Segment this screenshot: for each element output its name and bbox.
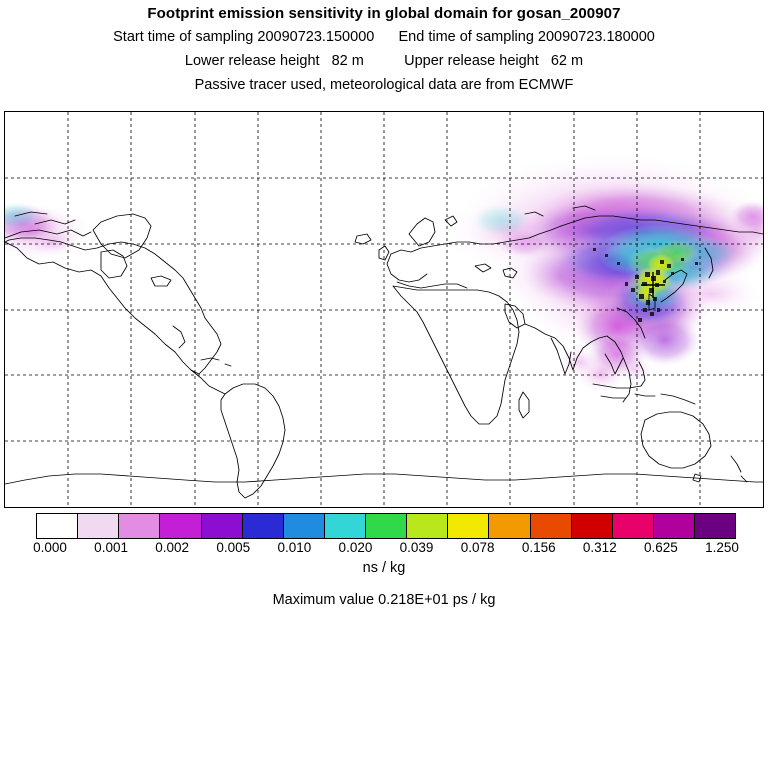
colorbar-tick-labels [4, 541, 764, 557]
colorbar-swatch [324, 514, 365, 538]
sampling-time-line: Start time of sampling 20090723.150000 End time of sampling 20090723.180000 [113, 29, 655, 45]
colorbar-tick-label: 0.625 [644, 540, 678, 555]
colorbar-swatch [653, 514, 694, 538]
release-height-line: Lower release height 82 m Upper release height 62 m [184, 53, 584, 69]
colorbar-swatch [365, 514, 406, 538]
page-title: Footprint emission sensitivity in global domain for gosan_200907 [147, 5, 621, 22]
colorbar-swatch [488, 514, 529, 538]
colorbar-swatch [77, 514, 118, 538]
colorbar-tick-label: 1.250 [705, 540, 739, 555]
colorbar-tick-label: 0.156 [521, 540, 556, 555]
colorbar [36, 513, 736, 539]
colorbar-tick-label: 0.005 [216, 540, 251, 555]
colorbar-tick-label: 0.020 [338, 540, 373, 555]
colorbar-tick-label: 0.078 [460, 540, 495, 555]
colorbar-swatch [242, 514, 283, 538]
colorbar-swatch [406, 514, 447, 538]
figure-header [0, 0, 768, 93]
colorbar-swatch [447, 514, 488, 538]
world-map [5, 112, 763, 507]
tracer-met-line: Passive tracer used, meteorological data are from ECMWF [194, 77, 574, 93]
colorbar-swatch [530, 514, 571, 538]
colorbar-swatch [612, 514, 653, 538]
colorbar-swatch [571, 514, 612, 538]
maximum-value-label: Maximum value 0.218E+01 ps / kg [272, 592, 496, 608]
colorbar-swatch [694, 514, 735, 538]
colorbar-swatch [201, 514, 242, 538]
colorbar-tick-label: 0.312 [582, 540, 617, 555]
colorbar-tick-label: 0.039 [399, 540, 434, 555]
colorbar-tick-label: 0.002 [155, 540, 190, 555]
colorbar-tick-label: 0.010 [277, 540, 312, 555]
colorbar-swatch [118, 514, 159, 538]
colorbar-tick-label: 0.000 [33, 540, 67, 555]
map-panel [4, 111, 764, 508]
colorbar-unit-label: ns / kg [362, 560, 406, 576]
colorbar-tick-label: 0.001 [94, 540, 128, 555]
colorbar-swatch [37, 514, 77, 538]
colorbar-section [4, 513, 764, 555]
colorbar-swatch [283, 514, 324, 538]
colorbar-swatch [159, 514, 200, 538]
